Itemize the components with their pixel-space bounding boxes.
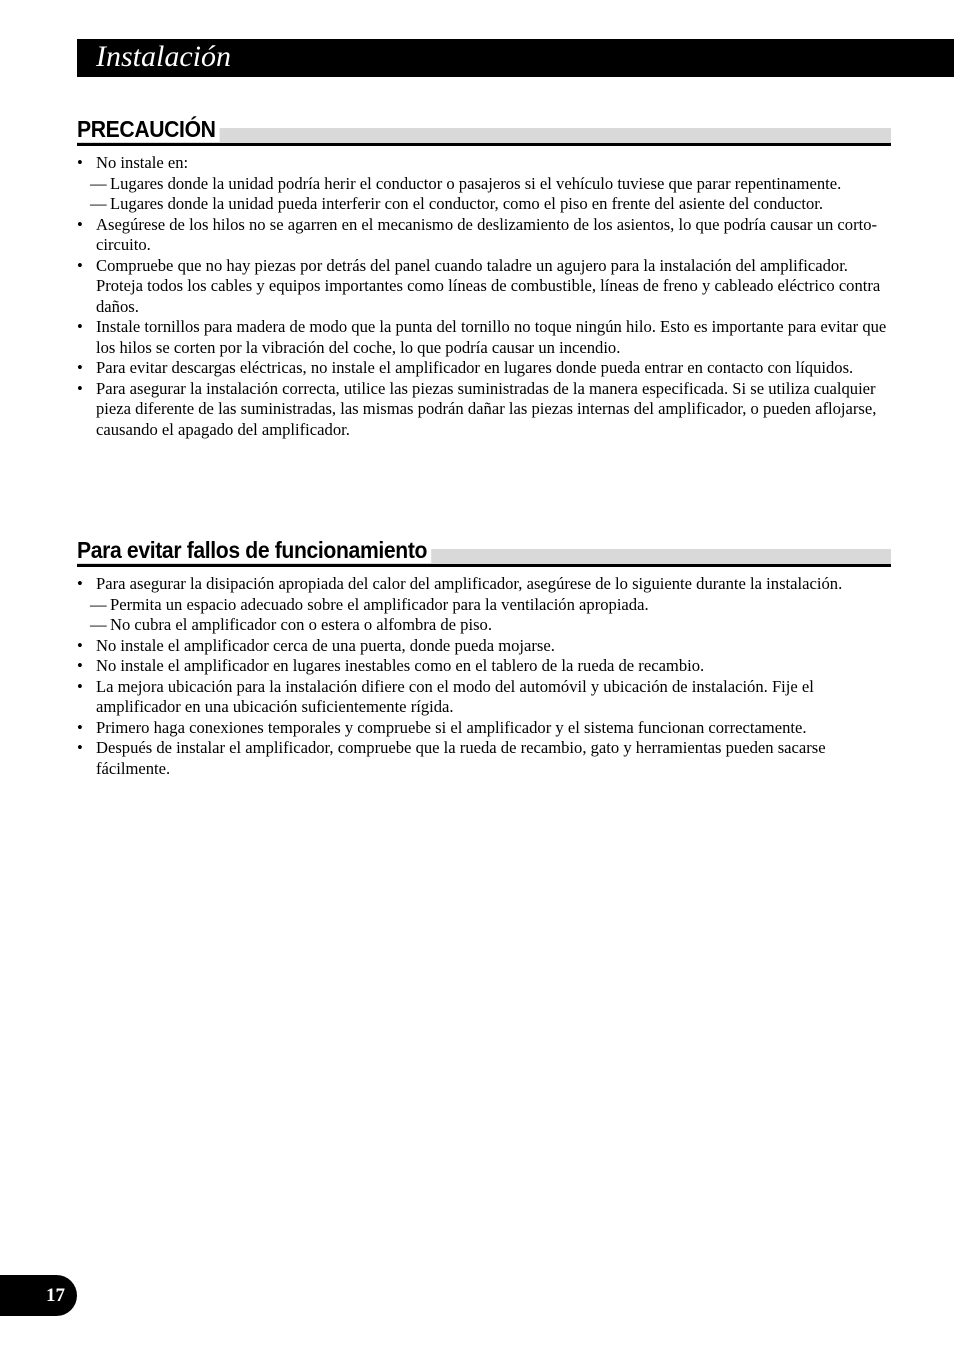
bullet-text: Para evitar descargas eléctricas, no instale el amplificador en lugares donde pueda entrar en contacto con líquidos. xyxy=(96,358,854,377)
heading-underline xyxy=(77,564,891,567)
bullet-text: No instale el amplificador en lugares inestables como en el tablero de la rueda de recambio. xyxy=(96,656,705,675)
em-dash-marker: — xyxy=(90,194,107,213)
bullet-item xyxy=(77,738,891,779)
bullet-list xyxy=(77,153,891,440)
bullet-text: Después de instalar el amplificador, compruebe que la rueda de recambio, gato y herramientas pueden sacarse fácilmente. xyxy=(96,738,826,778)
bullet-item xyxy=(77,636,891,657)
bullet-text: Instale tornillos para madera de modo que la punta del tornillo no toque ningún hilo. Esto es importante para evitar que los hilos se corten por la vibración del coche, lo que podría causar un incendio. xyxy=(96,317,887,357)
dash-item xyxy=(77,615,891,636)
dash-item-text: Permita un espacio adecuado sobre el amplificador para la ventilación apropiada. xyxy=(110,594,649,614)
bullet-text: No instale en: xyxy=(96,153,189,172)
section-heading-bar xyxy=(77,531,891,567)
bullet-text: Compruebe que no hay piezas por detrás del panel cuando taladre un agujero para la instalación del amplificador. Proteja todos los cables y equipos importantes como líneas de combustible, líneas de freno y cableado eléctrico contra daños. xyxy=(96,255,881,316)
dash-item xyxy=(77,595,891,616)
bullet-item xyxy=(77,718,891,739)
dash-item xyxy=(77,174,891,195)
section-heading-bar xyxy=(77,110,891,146)
section-precaution xyxy=(77,110,891,440)
dash-item-text: Lugares donde la unidad pueda interferir con el conductor, como el piso en frente del asiente del conductor. xyxy=(110,194,824,213)
bullet-item xyxy=(77,677,891,718)
page-title: Instalación xyxy=(96,40,231,73)
dash-item-text: No cubra el amplificador con o estera o alfombra de piso. xyxy=(110,615,492,634)
em-dash-marker: — xyxy=(90,173,107,193)
section-heading: PRECAUCIÓN xyxy=(77,116,219,142)
bullet-item xyxy=(77,656,891,677)
section-malfunction-prevention xyxy=(77,531,891,779)
section-heading: Para evitar fallos de funcionamiento xyxy=(77,537,431,563)
bullet-item xyxy=(77,379,891,441)
bullet-item xyxy=(77,256,891,318)
em-dash-marker: — xyxy=(90,615,107,634)
bullet-text: No instale el amplificador cerca de una puerta, donde pueda mojarse. xyxy=(96,635,555,655)
dash-sublist xyxy=(77,595,891,636)
dash-item-text: Lugares donde la unidad podría herir el conductor o pasajeros si el vehículo tuviese que parar repentinamente. xyxy=(110,173,842,193)
dash-sublist xyxy=(77,174,891,215)
bullet-text: Para asegurar la disipación apropiada del calor del amplificador, asegúrese de lo siguiente durante la instalación. xyxy=(96,574,843,593)
heading-underline xyxy=(77,143,891,146)
page-number-tab xyxy=(0,1275,77,1316)
bullet-text: La mejora ubicación para la instalación difiere con el modo del automóvil y ubicación de instalación. Fije el amplificador en una ubicación suficientemente rígida. xyxy=(96,676,814,716)
bullet-text: Primero haga conexiones temporales y compruebe si el amplificador y el sistema funcionan correctamente. xyxy=(96,717,807,737)
bullet-text: Asegúrese de los hilos no se agarren en el mecanismo de deslizamiento de los asientos, lo que podría causar un corto-circuito. xyxy=(96,214,878,254)
bullet-item xyxy=(77,215,891,256)
bullet-item xyxy=(77,153,891,174)
bullet-list xyxy=(77,574,891,779)
page-title-bar xyxy=(77,39,954,77)
em-dash-marker: — xyxy=(90,594,107,614)
bullet-text: Para asegurar la instalación correcta, utilice las piezas suministradas de la manera especificada. Si se utiliza cualquier pieza diferente de las suministradas, las mismas podrán dañar las piezas internas del amplificador, o pueden aflojarse, causando el apagado del amplificador. xyxy=(96,378,877,439)
dash-item xyxy=(77,194,891,215)
bullet-item xyxy=(77,358,891,379)
bullet-item xyxy=(77,317,891,358)
bullet-item xyxy=(77,574,891,595)
page-number: 17 xyxy=(46,1285,65,1306)
